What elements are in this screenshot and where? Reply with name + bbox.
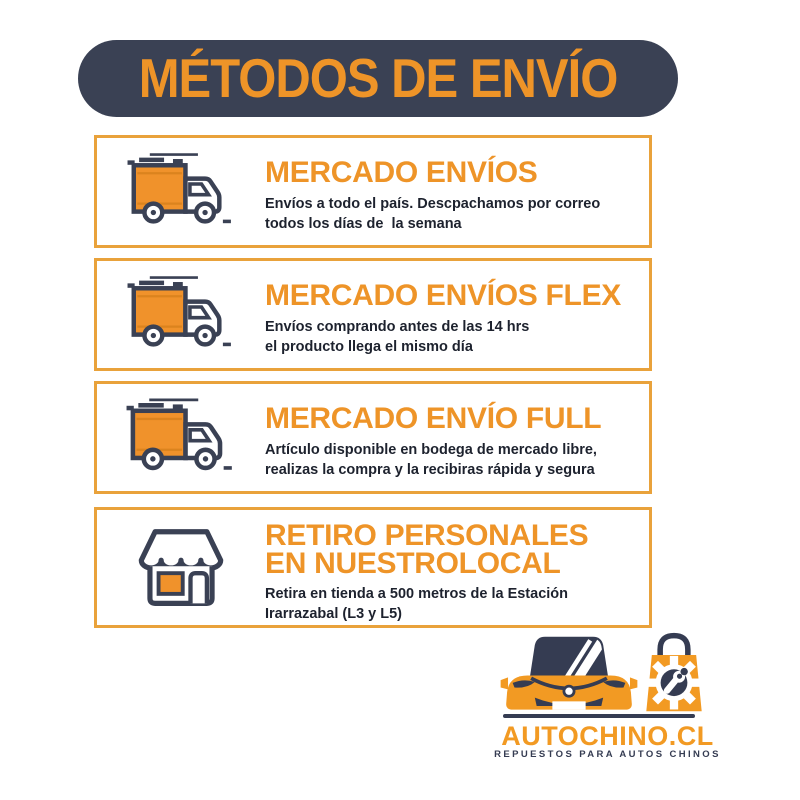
page-title: MÉTODOS DE ENVÍO — [138, 48, 618, 109]
card-heading: MERCADO ENVÍO FULL — [265, 402, 602, 435]
card-description: Retira en tienda a 500 metros de la Estación Irarrazabal (L3 y L5) — [265, 586, 569, 622]
box-truck-icon — [123, 274, 239, 356]
box-truck-icon — [123, 151, 239, 233]
shopping-bag-gear-wrench-icon — [638, 629, 710, 717]
box-truck-icon — [122, 396, 240, 480]
card-heading: MERCADO ENVÍOS — [265, 156, 538, 189]
card-icon-column — [97, 384, 265, 491]
card-text-column — [265, 510, 649, 625]
car-front-icon — [498, 633, 640, 718]
card-icon-column — [97, 510, 265, 625]
brand-tagline: REPUESTOS PARA AUTOS CHINOS — [494, 749, 721, 760]
card-text-column — [265, 261, 649, 368]
card-icon-column — [97, 138, 265, 245]
card-description: Envíos comprando antes de las 14 hrs el producto llega el mismo día — [265, 319, 530, 355]
card-retiro-personales — [94, 507, 652, 628]
card-text-column — [265, 138, 649, 245]
card-mercado-envio-full — [94, 381, 652, 494]
title-banner — [78, 40, 678, 117]
card-description: Artículo disponible en bodega de mercado libre, realizas la compra y la recibiras rápida y segura — [265, 442, 597, 478]
card-mercado-envios-flex — [94, 258, 652, 371]
shipping-method-list — [94, 135, 652, 638]
card-heading: MERCADO ENVÍOS FLEX — [265, 279, 621, 312]
brand-name: AUTOCHINO.CL — [501, 721, 714, 751]
card-heading: RETIRO PERSONALES EN NUESTROLOCAL — [265, 519, 589, 580]
card-description: Envíos a todo el país. Descpachamos por correo todos los días de la semana — [265, 196, 601, 232]
logo-ground-line — [503, 714, 695, 718]
card-text-column — [265, 384, 649, 491]
storefront-icon — [129, 524, 233, 612]
card-mercado-envios — [94, 135, 652, 248]
card-icon-column — [97, 261, 265, 368]
